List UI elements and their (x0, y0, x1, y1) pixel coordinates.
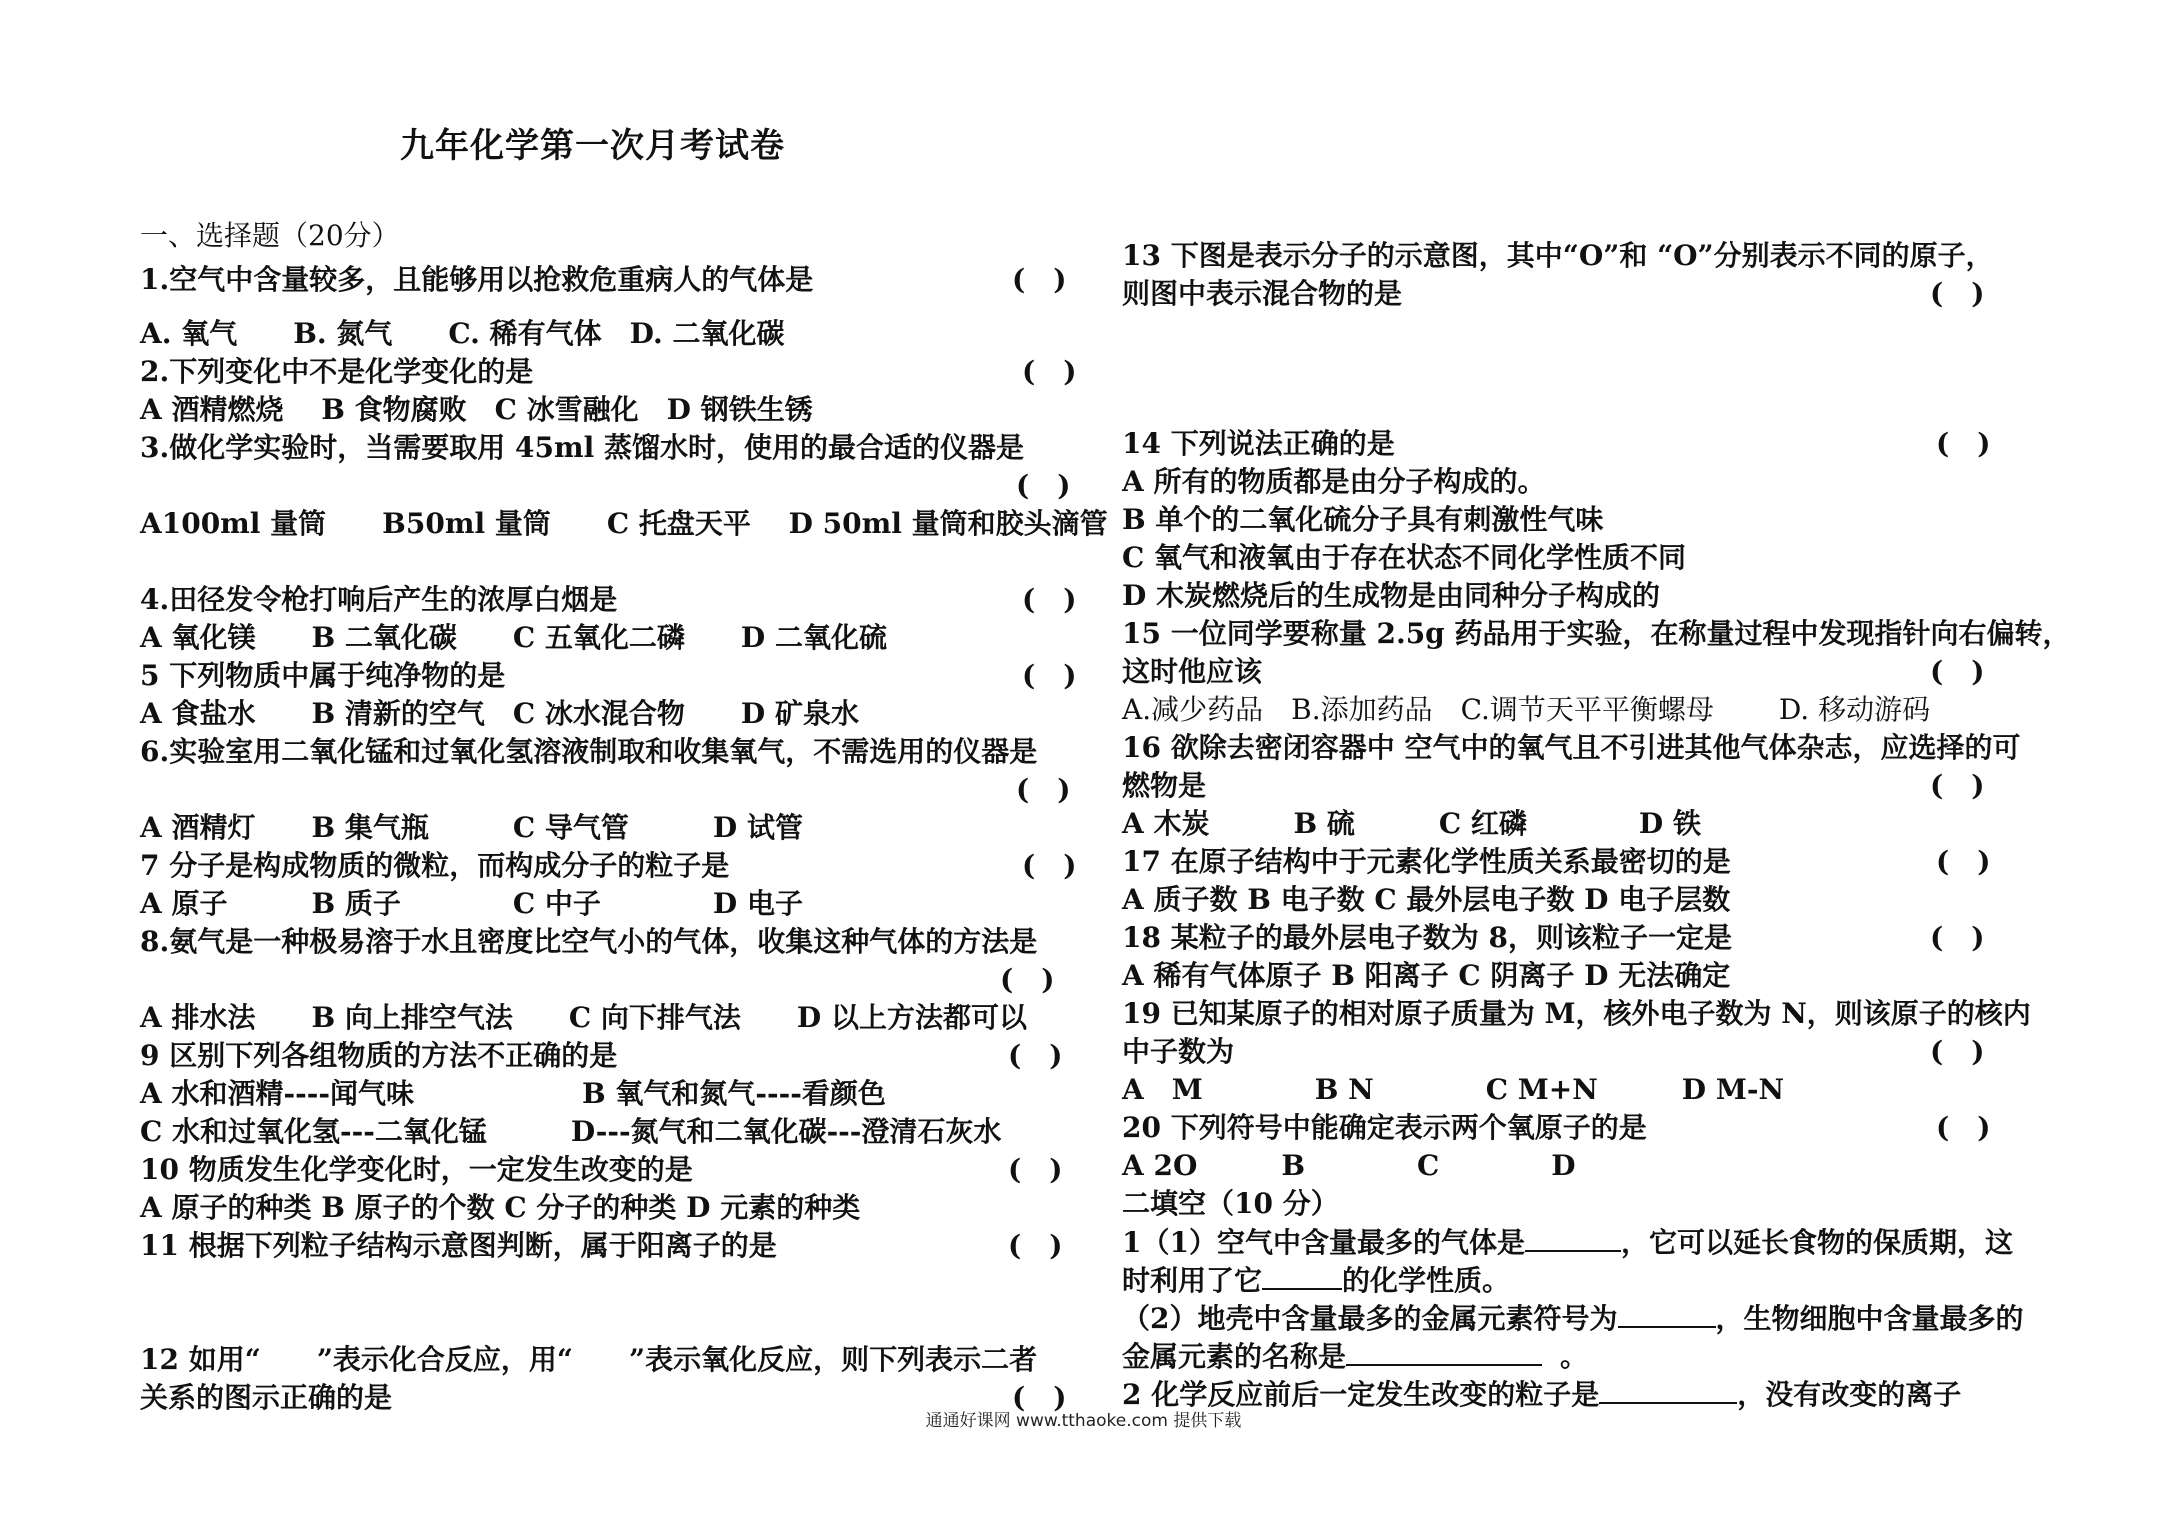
answer-paren: ( ) (1008, 1039, 1063, 1072)
question-line: 中子数为 (1122, 1035, 1235, 1068)
options-line: B 单个的二氧化硫分子具有刺激性气味 (1122, 503, 1604, 536)
fill-line: 2 化学反应前后一定发生改变的粒子是 ，没有改变的离子 (1122, 1378, 1962, 1411)
options-line: A 原子 B 质子 C 中子 D 电子 (140, 887, 803, 920)
options-line: C 氧气和液氧由于存在状态不同化学性质不同 (1122, 541, 1687, 574)
answer-paren: ( ) (1000, 963, 1055, 996)
fill-line: （2）地壳中含量最多的金属元素符号为 ，生物细胞中含量最多的 (1122, 1302, 2024, 1335)
fill-line: 时利用了它 的化学性质。 (1122, 1264, 1511, 1297)
question-line: 12 如用“ ”表示化合反应，用“ ”表示氧化反应，则下列表示二者 (140, 1343, 1038, 1376)
fill-blank (1525, 1224, 1621, 1252)
question-line: 关系的图示正确的是 (140, 1381, 393, 1414)
question-line: 5 下列物质中属于纯净物的是 (140, 659, 506, 692)
question-line: 18 某粒子的最外层电子数为 8，则该粒子一定是 (1122, 921, 1732, 954)
answer-paren: ( ) (1022, 849, 1077, 882)
options-line: A 排水法 B 向上排空气法 C 向下排气法 D 以上方法都可以 (140, 1001, 1027, 1034)
answer-paren: ( ) (1930, 277, 1985, 310)
question-line: 10 物质发生化学变化时，一定发生改变的是 (140, 1153, 693, 1186)
options-line: A 原子的种类 B 原子的个数 C 分子的种类 D 元素的种类 (140, 1191, 861, 1224)
question-line: 3.做化学实验时，当需要取用 45ml 蒸馏水时，使用的最合适的仪器是 (140, 431, 1024, 464)
answer-paren: ( ) (1022, 583, 1077, 616)
options-line: D 木炭燃烧后的生成物是由同种分子构成的 (1122, 579, 1661, 612)
options-line: A 所有的物质都是由分子构成的。 (1122, 465, 1546, 498)
fill-blank (1618, 1300, 1716, 1328)
answer-paren: ( ) (1008, 1153, 1063, 1186)
answer-paren: ( ) (1936, 427, 1991, 460)
answer-paren: ( ) (1930, 921, 1985, 954)
fill-blank (1599, 1376, 1737, 1404)
section-heading: 一、选择题（20分） (140, 219, 400, 252)
options-line: A 酒精燃烧 B 食物腐败 C 冰雪融化 D 钢铁生锈 (140, 393, 813, 426)
section-heading: 二填空（10 分） (1122, 1187, 1339, 1220)
question-line: 17 在原子结构中于元素化学性质关系最密切的是 (1122, 845, 1731, 878)
options-line: A.减少药品 B.添加药品 C.调节天平平衡螺母 D. 移动游码 (1122, 693, 1931, 726)
answer-paren: ( ) (1930, 655, 1985, 688)
answer-paren: ( ) (1022, 355, 1077, 388)
question-line: 20 下列符号中能确定表示两个氧原子的是 (1122, 1111, 1647, 1144)
footer-source: 通通好课网 www.tthaoke.com 提供下载 (925, 1411, 1242, 1431)
question-line: 19 已知某原子的相对原子质量为 M，核外电子数为 N，则该原子的核内 (1122, 997, 2031, 1030)
answer-paren: ( ) (1936, 845, 1991, 878)
answer-paren: ( ) (1016, 469, 1071, 502)
options-line: A 食盐水 B 清新的空气 C 冰水混合物 D 矿泉水 (140, 697, 859, 730)
answer-paren: ( ) (1008, 1229, 1063, 1262)
question-line: 4.田径发令枪打响后产生的浓厚白烟是 (140, 583, 618, 616)
options-line: C 水和过氧化氢---二氧化锰 D---氮气和二氧化碳---澄清石灰水 (140, 1115, 1002, 1148)
options-line: A 质子数 B 电子数 C 最外层电子数 D 电子层数 (1122, 883, 1731, 916)
fill-blank (1262, 1262, 1342, 1290)
question-line: 9 区别下列各组物质的方法不正确的是 (140, 1039, 618, 1072)
options-line: A 水和酒精----闻气味 B 氧气和氮气----看颜色 (140, 1077, 886, 1110)
options-line: A. 氧气 B. 氮气 C. 稀有气体 D. 二氧化碳 (140, 317, 785, 350)
page-title: 九年化学第一次月考试卷 (400, 126, 785, 166)
answer-paren: ( ) (1936, 1111, 1991, 1144)
options-line: A 酒精灯 B 集气瓶 C 导气管 D 试管 (140, 811, 803, 844)
answer-paren: ( ) (1016, 773, 1071, 806)
question-line: 11 根据下列粒子结构示意图判断，属于阳离子的是 (140, 1229, 777, 1262)
options-line: A 木炭 B 硫 C 红磷 D 铁 (1122, 807, 1701, 840)
options-line: A M B N C M+N D M-N (1122, 1073, 1785, 1106)
answer-paren: ( ) (1012, 1381, 1067, 1414)
options-line: A 氧化镁 B 二氧化碳 C 五氧化二磷 D 二氧化硫 (140, 621, 887, 654)
question-line: 1.空气中含量较多，且能够用以抢救危重病人的气体是 (140, 263, 814, 296)
options-line: A100ml 量筒 B50ml 量筒 C 托盘天平 D 50ml 量筒和胶头滴管 (140, 507, 1108, 540)
question-line: 13 下图是表示分子的示意图，其中“O”和 “O”分别表示不同的原子， (1122, 239, 1994, 272)
answer-paren: ( ) (1930, 769, 1985, 802)
question-line: 8.氨气是一种极易溶于水且密度比空气小的气体，收集这种气体的方法是 (140, 925, 1038, 958)
answer-paren: ( ) (1022, 659, 1077, 692)
answer-paren: ( ) (1930, 1035, 1985, 1068)
answer-paren: ( ) (1012, 263, 1067, 296)
question-line: 16 欲除去密闭容器中 空气中的氧气且不引进其他气体杂志，应选择的可 (1122, 731, 2021, 764)
question-line: 则图中表示混合物的是 (1122, 277, 1403, 310)
question-line: 6.实验室用二氧化锰和过氧化氢溶液制取和收集氧气，不需选用的仪器是 (140, 735, 1038, 768)
question-line: 14 下列说法正确的是 (1122, 427, 1395, 460)
question-line: 2.下列变化中不是化学变化的是 (140, 355, 534, 388)
question-line: 15 一位同学要称量 2.5g 药品用于实验，在称量过程中发现指针向右偏转， (1122, 617, 2071, 650)
fill-line: 1（1）空气中含量最多的气体是 ，它可以延长食物的保质期，这 (1122, 1226, 2013, 1259)
question-line: 7 分子是构成物质的微粒，而构成分子的粒子是 (140, 849, 730, 882)
question-line: 燃物是 (1122, 769, 1207, 802)
options-line: A 稀有气体原子 B 阳离子 C 阴离子 D 无法确定 (1122, 959, 1731, 992)
fill-line: 金属元素的名称是 。 (1122, 1340, 1589, 1373)
fill-blank (1346, 1338, 1542, 1366)
question-line: 这时他应该 (1122, 655, 1263, 688)
options-line: A 2O B C D (1122, 1149, 1576, 1182)
